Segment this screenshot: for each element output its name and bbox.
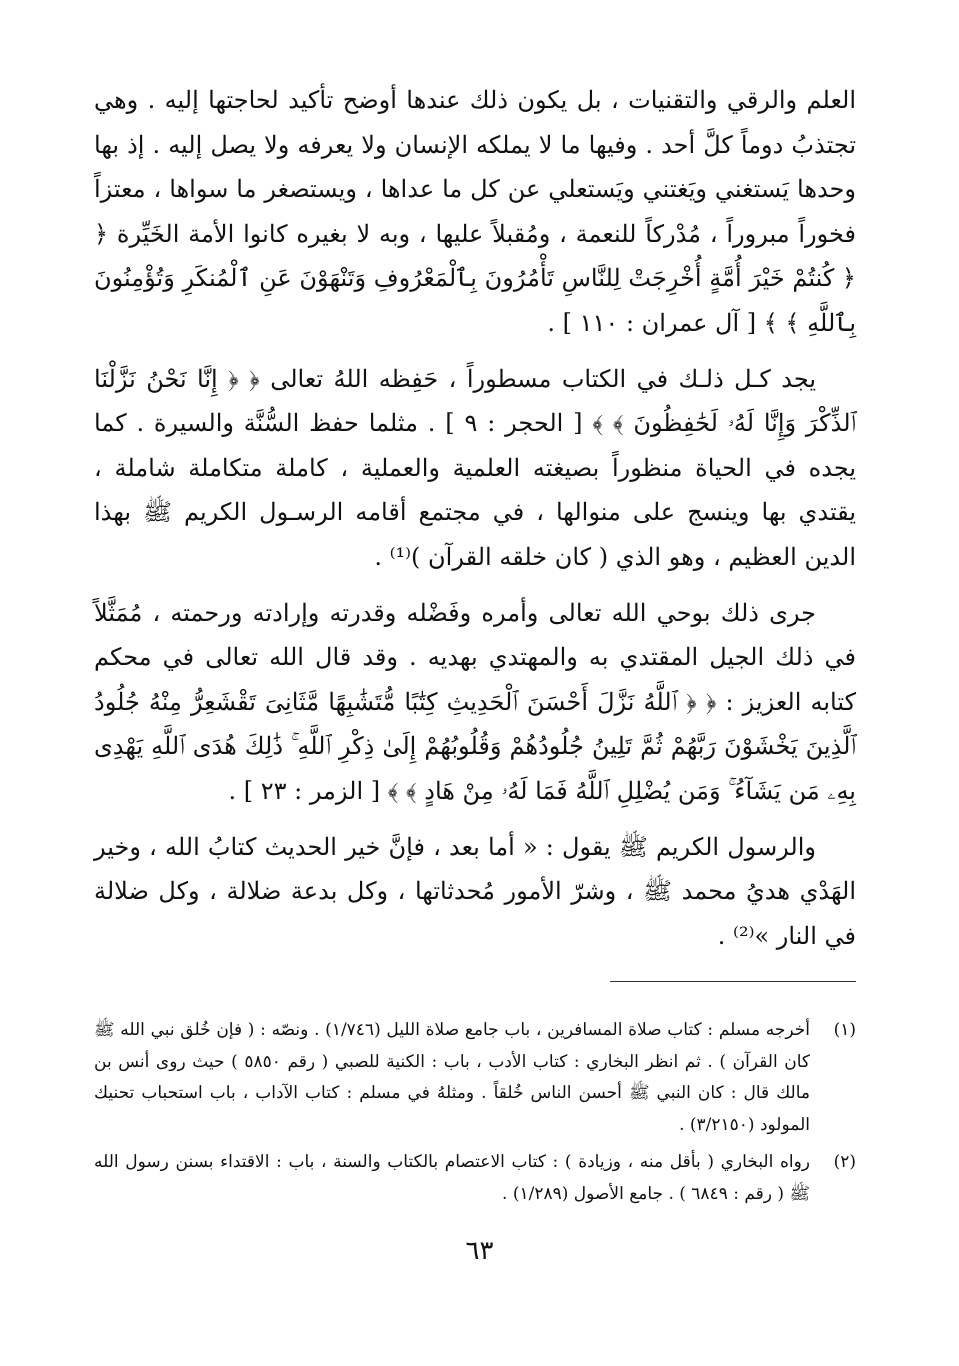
paragraph-3: جرى ذلك بوحي الله تعالى وأمره وفَضْله وقدرته وإرادته ورحمته ، مُمَثَّلاً في ذلك الجيل المقتدي به والمهتدي بهديه . وقد قال الله تعالى في محكم كتابه العزيز : ﴿ ﴿ ٱللَّهُ نَزَّلَ أَحْسَنَ ٱلْحَدِيثِ كِتَٰبًا مُّتَشَٰبِهًا مَّثَانِىَ تَقْشَعِرُّ مِنْهُ جُلُودُ ٱلَّذِينَ يَخْشَوْنَ رَبَّهُمْ ثُمَّ تَلِينُ جُلُودُهُمْ وَقُلُوبُهُمْ إِلَىٰ ذِكْرِ ٱللَّهِ ۚ ذَٰلِكَ هُدَى ٱللَّهِ يَهْدِى بِهِۦ مَن يَشَآءُ ۚ وَمَن يُضْلِلِ ٱللَّهُ فَمَا لَهُۥ مِنْ هَادٍ ﴾ ﴾ [ الزمر : ٢٣ ] . [94,598,856,805]
footnote-text: أخرجه مسلم : كتاب صلاة المسافرين ، باب جامع صلاة الليل (١/٧٤٦) . ونصّه : ( فإن خُلق نبي الله ﷺ كان القرآن ) . ثم انظر البخاري : كتاب الأدب ، باب : الكنية للصبي ( رقم ٥٨٥٠ ) حيث روى أنس بن مالك قال : كان النبي ﷺ أحسن الناس خُلقاً . ومثلهُ في مسلم : كتاب الآداب ، باب استحباب تحنيك المولود (٣/٢١٥٠) . [94,1020,811,1135]
paragraph-4: والرسول الكريم ﷺ يقول : « أما بعد ، فإنَّ خير الحديث كتابُ الله ، وخير الهَدْي هديُ محمد ﷺ ، وشرّ الأمور مُحدثاتها ، وكل بدعة ضلالة ، وكل ضلالة في النار »⁽²⁾ . [94,832,856,950]
footnotes-section [94,1015,856,1216]
footnote-number: (١) [833,1020,856,1040]
footnote-number: (٢) [833,1152,856,1172]
page-number: ٦٣ [465,1236,494,1266]
footnote-1 [94,1015,856,1141]
footnote-divider [610,981,856,982]
footnote-2 [94,1147,856,1210]
main-text [94,78,856,958]
footnote-text: رواه البخاري ( بأقل منه ، وزيادة ) : كتاب الاعتصام بالكتاب والسنة ، باب : الاقتداء بسنن رسول الله ﷺ ( رقم : ٦٨٤٩ ) . جامع الأصول (١/٢٨٩) . [94,1152,810,1204]
paragraph-1: العلم والرقي والتقنيات ، بل يكون ذلك عندها أوضح تأكيد لحاجتها إليه . وهي تجتذبُ دوماً كلَّ أحد . وفيها ما لا يملكه الإنسان ولا يعرفه ولا يصل إليه . إذ بها وحدها يَستغني ويَغتني ويَستعلي عن كل ما عداها ، ويستصغر ما سواها ، معتزاً فخوراً مبروراً ، مُدْركاً للنعمة ، ومُقبلاً عليها ، وبه لا بغيره كانوا الأمة الخَيِّرة ﴿ ﴿ كُنتُمْ خَيْرَ أُمَّةٍ أُخْرِجَتْ لِلنَّاسِ تَأْمُرُونَ بِٱلْمَعْرُوفِ وَتَنْهَوْنَ عَنِ ٱلْمُنكَرِ وَتُؤْمِنُونَ بِٱللَّهِ ﴾ ﴾ [ آل عمران : ١١٠ ] . [94,86,856,337]
paragraph-2: يجد كـل ذلـك في الكتاب مسطوراً ، حَفِظه اللهُ تعالى ﴿ ﴿ إِنَّا نَحْنُ نَزَّلْنَا ٱلذِّكْرَ وَإِنَّا لَهُۥ لَحَٰفِظُونَ ﴾ ﴾ [ الحجر : ٩ ] . مثلما حفظ السُّنَّة والسيرة . كما يجده في الحياة منظوراً بصيغته العلمية والعملية ، كاملة متكاملة شاملة ، يقتدي بها وينسج على منوالها ، في مجتمع أقامه الرسـول الكريم ﷺ بهذا الدين العظيم ، وهو الذي ( كان خلقه القرآن )⁽¹⁾ . [94,364,857,571]
